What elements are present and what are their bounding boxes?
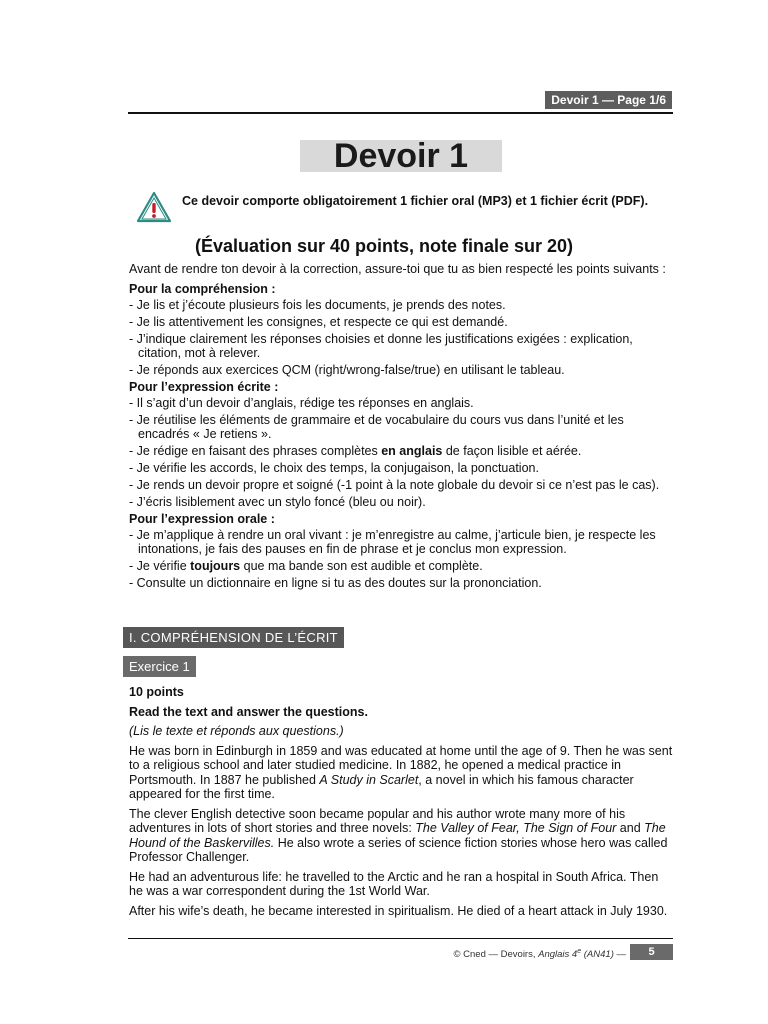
list-item: - Je réponds aux exercices QCM (right/wrong-false/true) en utilisant le tableau. (129, 363, 674, 377)
section-banner: I. COMPRÉHENSION DE L’ÉCRIT (123, 627, 344, 648)
written-heading: Pour l’expression écrite : (129, 380, 279, 394)
list-item: - Je rédige en faisant des phrases complètes en anglais de façon lisible et aérée. (129, 444, 674, 458)
page-header-badge: Devoir 1 — Page 1/6 (545, 91, 672, 109)
header-divider (128, 112, 673, 114)
oral-heading: Pour l’expression orale : (129, 512, 275, 526)
reading-text (129, 744, 674, 919)
instructions-block (129, 262, 674, 593)
list-item: - Je vérifie les accords, le choix des temps, la conjugaison, la ponctuation. (129, 461, 674, 475)
list-item: - J’écris lisiblement avec un stylo foncé (bleu ou noir). (129, 495, 674, 509)
evaluation-heading: (Évaluation sur 40 points, note finale sur 20) (194, 236, 574, 256)
written-list (129, 396, 674, 509)
exercise-content (129, 685, 674, 923)
list-item: - Je vérifie toujours que ma bande son est audible et complète. (129, 559, 674, 573)
footer-credit (454, 948, 626, 960)
exercise-banner: Exercice 1 (123, 656, 196, 677)
list-item: - Je réutilise les éléments de grammaire et de vocabulaire du cours vus dans l’unité et les encadrés « Je retiens ». (129, 413, 674, 441)
footer-divider (128, 938, 673, 939)
exercise-points: 10 points (129, 685, 184, 699)
warning-text: Ce devoir comporte obligatoirement 1 fichier oral (MP3) et 1 fichier écrit (PDF). (182, 194, 649, 208)
comprehension-heading: Pour la compréhension : (129, 282, 276, 296)
comprehension-list (129, 298, 674, 377)
list-item: - Je rends un devoir propre et soigné (-1 point à la note globale du devoir si ce n’est pas le cas). (129, 478, 674, 492)
page-title: Devoir 1 (300, 140, 502, 172)
reading-paragraph: He had an adventurous life: he travelled to the Arctic and he ran a hospital in South Africa. Then he was a war correspondent during the 1st World War. (129, 869, 659, 898)
footer-prefix: © Cned — Devoirs, (453, 949, 539, 961)
footer-suffix: — (613, 949, 626, 961)
list-item: - Consulte un dictionnaire en ligne si tu as des doutes sur la prononciation. (129, 576, 674, 590)
reading-paragraph: The clever English detective soon became popular and his author wrote many more of his adventures in lots of short stories and three novels: The Valley of Fear, The Sign of Four and The Hound of the Baskervilles. He also wrote a series of science fiction stories whose hero was called Professor Challenger. (129, 806, 668, 864)
exercise-instruction: Read the text and answer the questions. (129, 704, 368, 719)
list-item: - J’indique clairement les réponses choisies et donne les justifications exigées : explication, citation, mot à relever. (129, 332, 674, 360)
warning-triangle-icon (136, 191, 172, 223)
list-item: - Il s’agit d’un devoir d’anglais, rédige tes réponses en anglais. (129, 396, 674, 410)
footer-course: Anglais 4e (AN41) (538, 948, 614, 961)
oral-list (129, 528, 674, 590)
list-item: - Je lis attentivement les consignes, et respecte ce qui est demandé. (129, 315, 674, 329)
exercise-translation: (Lis le texte et réponds aux questions.) (129, 724, 344, 738)
intro-text: Avant de rendre ton devoir à la correction, assure-toi que tu as bien respecté les points suivants : (129, 262, 666, 276)
list-item: - Je lis et j’écoute plusieurs fois les documents, je prends des notes. (129, 298, 674, 312)
reading-paragraph: After his wife’s death, he became interested in spiritualism. He died of a heart attack in July 1930. (129, 903, 668, 918)
page-number: 5 (630, 944, 673, 960)
reading-paragraph: He was born in Edinburgh in 1859 and was educated at home until the age of 9. Then he was sent to a religious school and later studied medicine. In 1882, he opened a medical practice in Portsmouth. In 1887 he published A Study in Scarlet, a novel in which his famous character appeared for the first time. (129, 743, 673, 801)
list-item: - Je m’applique à rendre un oral vivant : je m’enregistre au calme, j’articule bien, je respecte les intonations, je fais des pauses en fin de phrase et je conclus mon expression. (129, 528, 674, 556)
